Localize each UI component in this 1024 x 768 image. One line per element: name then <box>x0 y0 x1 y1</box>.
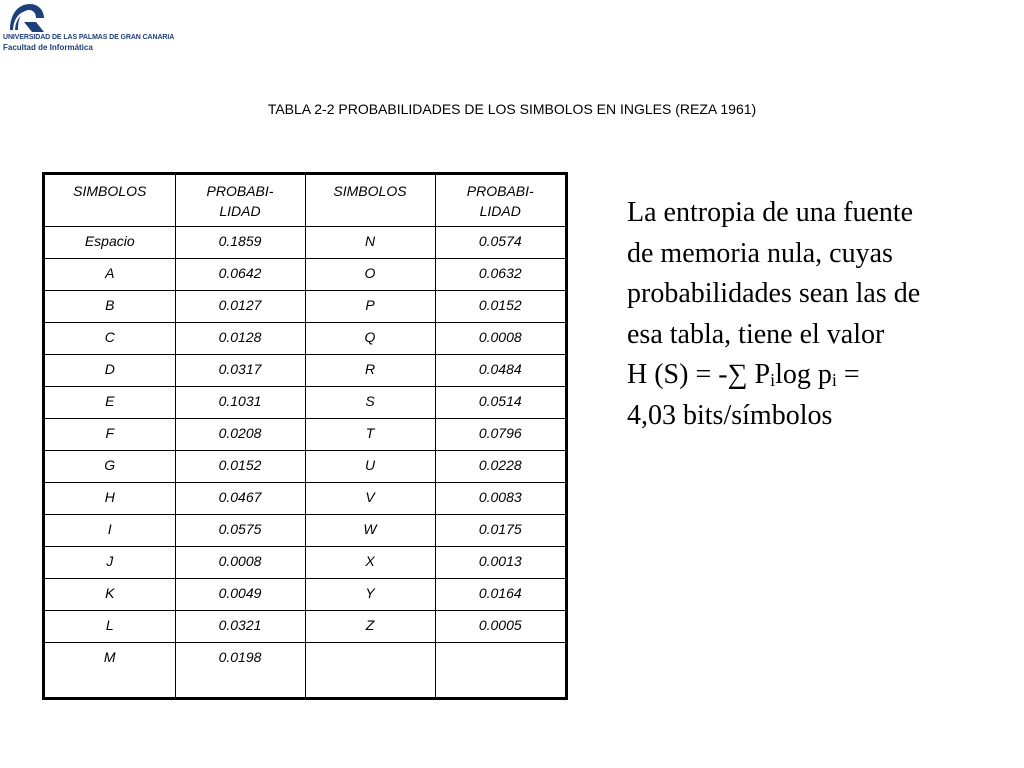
symbol-cell: P <box>305 290 435 322</box>
probability-cell: 0.0632 <box>435 258 565 290</box>
table-row <box>45 290 565 322</box>
probability-cell: 0.0127 <box>175 290 305 322</box>
symbol-cell: K <box>45 578 175 610</box>
symbol-cell: G <box>45 450 175 482</box>
header-symbols-1 <box>45 175 175 226</box>
symbol-cell: E <box>45 386 175 418</box>
table-header-row <box>45 175 565 226</box>
symbol-cell: T <box>305 418 435 450</box>
probability-cell <box>435 642 565 697</box>
table-row <box>45 610 565 642</box>
faculty-name: Facultad de Informática <box>3 43 93 52</box>
formula-subscript-1: i <box>770 370 776 390</box>
symbol-cell: Z <box>305 610 435 642</box>
symbol-cell: X <box>305 546 435 578</box>
formula-prefix: H (S) = -∑ P <box>627 359 771 390</box>
symbol-cell: Y <box>305 578 435 610</box>
university-logo <box>0 0 180 56</box>
symbol-cell: B <box>45 290 175 322</box>
header-line: LIDAD <box>219 203 261 219</box>
formula-suffix: = <box>836 359 860 390</box>
table-row <box>45 642 565 697</box>
table-row <box>45 258 565 290</box>
header-line: LIDAD <box>479 203 521 219</box>
probability-cell: 0.0049 <box>175 578 305 610</box>
university-name: UNIVERSIDAD DE LAS PALMAS DE GRAN CANARIA <box>3 34 175 41</box>
table-row <box>45 450 565 482</box>
table-row <box>45 514 565 546</box>
probability-cell: 0.0152 <box>175 450 305 482</box>
symbol-cell: Q <box>305 322 435 354</box>
probability-cell: 0.0467 <box>175 482 305 514</box>
probability-cell: 0.0228 <box>435 450 565 482</box>
probability-cell: 0.0208 <box>175 418 305 450</box>
table-row <box>45 418 565 450</box>
symbol-cell: A <box>45 258 175 290</box>
table-row <box>45 226 565 258</box>
formula-middle: log p <box>775 359 832 390</box>
probability-cell: 0.0008 <box>175 546 305 578</box>
symbol-cell: U <box>305 450 435 482</box>
symbol-cell: I <box>45 514 175 546</box>
probability-cell: 0.0083 <box>435 482 565 514</box>
probability-cell: 0.0321 <box>175 610 305 642</box>
table-title: TABLA 2-2 PROBABILIDADES DE LOS SIMBOLOS EN INGLES (REZA 1961) <box>267 101 757 117</box>
probability-cell: 0.0005 <box>435 610 565 642</box>
probability-cell: 0.0317 <box>175 354 305 386</box>
table-row <box>45 386 565 418</box>
header-line: SIMBOLOS <box>333 183 407 199</box>
university-emblem-icon <box>2 0 46 34</box>
symbol-cell <box>305 642 435 697</box>
probability-table <box>45 175 565 697</box>
symbol-cell: H <box>45 482 175 514</box>
probability-table-frame <box>42 172 568 700</box>
header-symbols-2 <box>305 175 435 226</box>
symbol-cell: J <box>45 546 175 578</box>
probability-cell: 0.0575 <box>175 514 305 546</box>
table-row <box>45 354 565 386</box>
header-line: PROBABI- <box>206 183 274 199</box>
symbol-cell: F <box>45 418 175 450</box>
symbol-cell: M <box>45 642 175 697</box>
entropy-formula <box>627 359 860 390</box>
probability-cell: 0.0128 <box>175 322 305 354</box>
probability-cell: 0.0013 <box>435 546 565 578</box>
header-line: SIMBOLOS <box>73 183 147 199</box>
entropy-result: 4,03 bits/símbolos <box>627 399 833 431</box>
table-row <box>45 546 565 578</box>
header-probability-2 <box>435 175 565 226</box>
probability-cell: 0.0198 <box>175 642 305 697</box>
probability-cell: 0.0008 <box>435 322 565 354</box>
table-row <box>45 322 565 354</box>
header-line: PROBABI- <box>466 183 534 199</box>
symbol-cell: O <box>305 258 435 290</box>
symbol-cell: D <box>45 354 175 386</box>
header-probability-1 <box>175 175 305 226</box>
probability-cell: 0.0574 <box>435 226 565 258</box>
probability-cell: 0.0164 <box>435 578 565 610</box>
probability-cell: 0.0484 <box>435 354 565 386</box>
probability-cell: 0.0514 <box>435 386 565 418</box>
symbol-cell: C <box>45 322 175 354</box>
symbol-cell: R <box>305 354 435 386</box>
table-row <box>45 482 565 514</box>
entropy-paragraph: La entropia de una fuente de memoria nula, cuyas probabilidades sean las de esa tabla, tiene el valor <box>627 197 921 350</box>
symbol-cell: N <box>305 226 435 258</box>
probability-cell: 0.0175 <box>435 514 565 546</box>
table-row <box>45 578 565 610</box>
symbol-cell: W <box>305 514 435 546</box>
probability-cell: 0.0796 <box>435 418 565 450</box>
probability-cell: 0.1859 <box>175 226 305 258</box>
symbol-cell: Espacio <box>45 226 175 258</box>
probability-cell: 0.0642 <box>175 258 305 290</box>
formula-subscript-2: i <box>831 370 837 390</box>
symbol-cell: L <box>45 610 175 642</box>
symbol-cell: V <box>305 482 435 514</box>
symbol-cell: S <box>305 386 435 418</box>
probability-cell: 0.0152 <box>435 290 565 322</box>
table-body <box>45 226 565 697</box>
probability-cell: 0.1031 <box>175 386 305 418</box>
entropy-explanation <box>627 193 937 436</box>
